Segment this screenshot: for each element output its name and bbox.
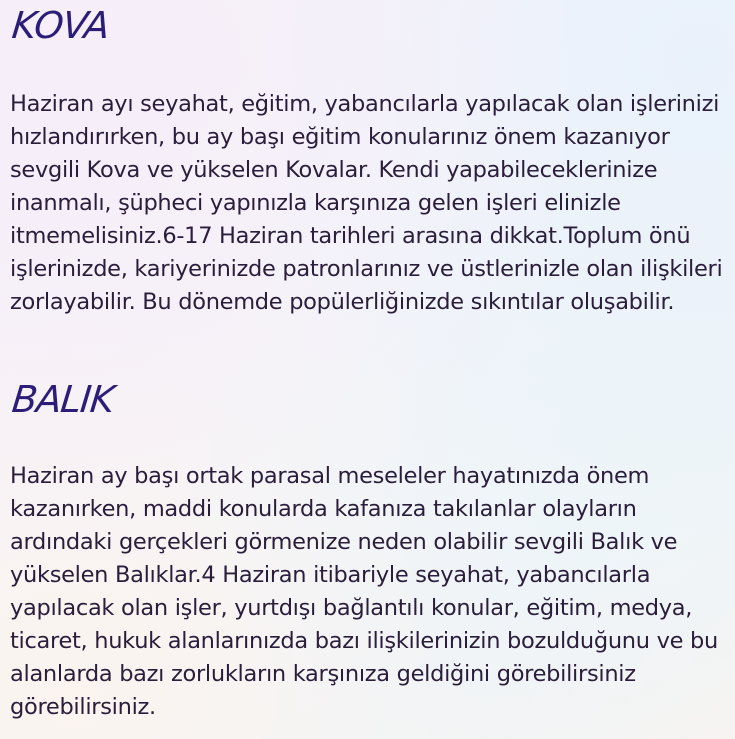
- section-body-kova: Haziran ayı seyahat, eğitim, yabancılarla yapılacak olan işlerinizi hızlandırırken, bu ay başı eğitim konularınız önem kazanıyor sevgili Kova ve yükselen Kovalar. Kendi yapabileceklerinize inanmalı, şüpheci yapınızla karşınıza gelen işleri elinizle itmemelisiniz.6-17 Haziran tarihleri arasına dikkat.Toplum önü işlerinizde, kariyerinizde patronlarınız ve üstlerinizle olan ilişkileri zorlayabilir. Bu dönemde popülerliğinizde sıkıntılar oluşabilir.: [10, 91, 723, 315]
- section-body-balik: Haziran ay başı ortak parasal meseleler hayatınızda önem kazanırken, maddi konularda kafanıza takılanlar olayların ardındaki gerçekleri görmenize neden olabilir sevgili Balık ve yükselen Balıklar.4 Haziran itibariyle seyahat, yabancılarla yapılacak olan işler, yurtdışı bağlantılı konular, eğitim, medya, ticaret, hukuk alanlarınızda bazı ilişkilerinizin bozulduğunu ve bu alanlarda bazı zorlukların karşınıza geldiğini görebilirsiniz görebilirsiniz.: [10, 463, 718, 720]
- section-heading-balik: BALIK: [9, 378, 116, 421]
- section-kova: [10, 6, 727, 319]
- section-balik: [10, 380, 727, 724]
- section-heading-kova: KOVA: [9, 4, 111, 47]
